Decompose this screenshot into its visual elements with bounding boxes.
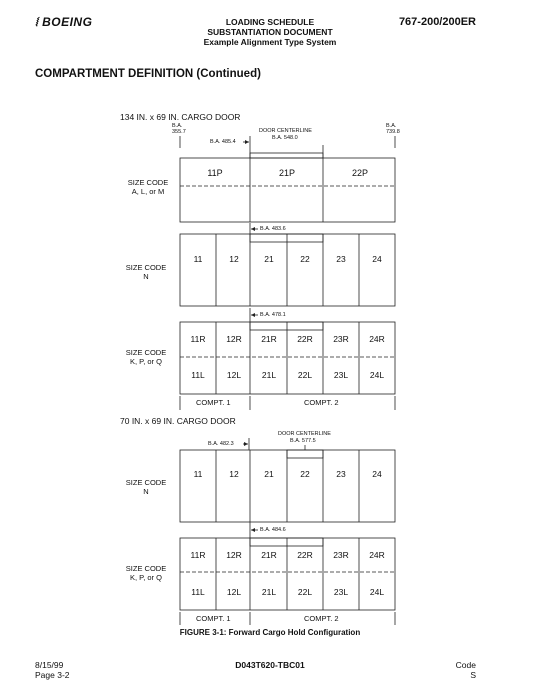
door1-size-alm: SIZE CODE A, L, or M (127, 178, 169, 196)
door2-size-n: SIZE CODE N (125, 478, 167, 496)
cell-23: 23 (336, 254, 346, 264)
header-line-1: LOADING SCHEDULE (225, 17, 315, 27)
boeing-logo-mark-icon: ⧙ (35, 14, 39, 29)
cell-22l: 22L (297, 370, 313, 380)
door1-ba-right: B.A. 739.8 (386, 123, 400, 135)
door1-size-kpq: SIZE CODE K, P, or Q (125, 348, 167, 366)
section-title: COMPARTMENT DEFINITION (Continued) (35, 68, 261, 80)
door2-cell-22: 22 (300, 469, 310, 479)
door2-cell-12: 12 (229, 469, 239, 479)
door1-title: 134 IN. x 69 IN. CARGO DOOR (120, 112, 241, 122)
cell-21r: 21R (261, 334, 277, 344)
door2-cell-11l: 11L (191, 587, 205, 597)
header-line-3: Example Alignment Type System (203, 37, 337, 47)
cell-21: 21 (264, 254, 274, 264)
door2-ba-482: B.A. 482.3 (208, 441, 234, 447)
cell-12r: 12R (226, 334, 242, 344)
door2-cell-24: 24 (372, 469, 382, 479)
door1-centerline-ba: B.A. 548.0 (272, 135, 298, 141)
door2-title: 70 IN. x 69 IN. CARGO DOOR (120, 416, 236, 426)
cell-11r: 11R (190, 334, 206, 344)
cell-23r: 23R (333, 334, 349, 344)
boeing-logo-text: BOEING (42, 15, 93, 29)
door2-cell-11r: 11R (190, 550, 206, 560)
block-n (180, 234, 395, 306)
cell-12: 12 (229, 254, 239, 264)
door2-compt-1: COMPT. 1 (196, 614, 231, 623)
door1-ba-483: B.A. 483.6 (260, 226, 286, 232)
footer-code-value: S (470, 670, 476, 680)
door1-compt-2: COMPT. 2 (304, 398, 339, 407)
figure-caption: FIGURE 3-1: Forward Cargo Hold Configuration (179, 628, 361, 637)
door2-cell-21r: 21R (261, 550, 277, 560)
cell-12l: 12L (226, 370, 242, 380)
footer-date: 8/15/99 (35, 660, 64, 670)
footer-doc-number: D043T620-TBC01 (235, 660, 305, 670)
cell-22r: 22R (297, 334, 313, 344)
cell-24r: 24R (369, 334, 385, 344)
door1-compt-1: COMPT. 1 (196, 398, 231, 407)
door2-cell-11: 11 (193, 469, 203, 479)
door2-cell-24l: 24L (369, 587, 385, 597)
door2-centerline-label: DOOR CENTERLINE (278, 431, 331, 437)
door2-cell-21l: 21L (261, 587, 277, 597)
header-line-2: SUBSTANTIATION DOCUMENT (207, 27, 333, 37)
door2-compt-2: COMPT. 2 (304, 614, 339, 623)
cell-22: 22 (300, 254, 310, 264)
cell-11: 11 (193, 254, 203, 264)
door2-cell-12l: 12L (226, 587, 242, 597)
footer-code-label: Code (455, 660, 476, 670)
door2-cell-24r: 24R (369, 550, 385, 560)
door1-centerline-label: DOOR CENTERLINE (259, 128, 312, 134)
block-n-2 (180, 450, 395, 522)
door2-size-kpq: SIZE CODE K, P, or Q (125, 564, 167, 582)
cell-11p: 11P (207, 168, 223, 178)
cell-21l: 21L (261, 370, 277, 380)
cell-21p: 21P (278, 168, 295, 178)
cell-11l: 11L (191, 370, 205, 380)
door1-ba-485: B.A. 485.4 (210, 139, 236, 145)
door2-cell-21: 21 (264, 469, 274, 479)
door2-cell-23l: 23L (333, 587, 349, 597)
block-kpq-2 (180, 538, 395, 610)
door2-cell-23: 23 (336, 469, 346, 479)
cell-22p: 22P (351, 168, 368, 178)
door1-ba-478: B.A. 478.1 (260, 312, 286, 318)
door1-ba-left: B.A. 355.7 (172, 123, 186, 135)
block-kpq-1 (180, 322, 395, 394)
model-number: 767-200/200ER (398, 16, 476, 28)
cell-24: 24 (372, 254, 382, 264)
cell-24l: 24L (369, 370, 385, 380)
door2-centerline-ba: B.A. 577.5 (290, 438, 316, 444)
door2-cell-23r: 23R (333, 550, 349, 560)
cell-23l: 23L (333, 370, 349, 380)
door2-cell-22r: 22R (297, 550, 313, 560)
footer-code (456, 660, 476, 680)
door2-cell-12r: 12R (226, 550, 242, 560)
door1-size-n: SIZE CODE N (125, 263, 167, 281)
footer-page: Page 3-2 (35, 670, 70, 680)
door2-ba-484: B.A. 484.6 (260, 527, 286, 533)
door2-cell-22l: 22L (297, 587, 313, 597)
